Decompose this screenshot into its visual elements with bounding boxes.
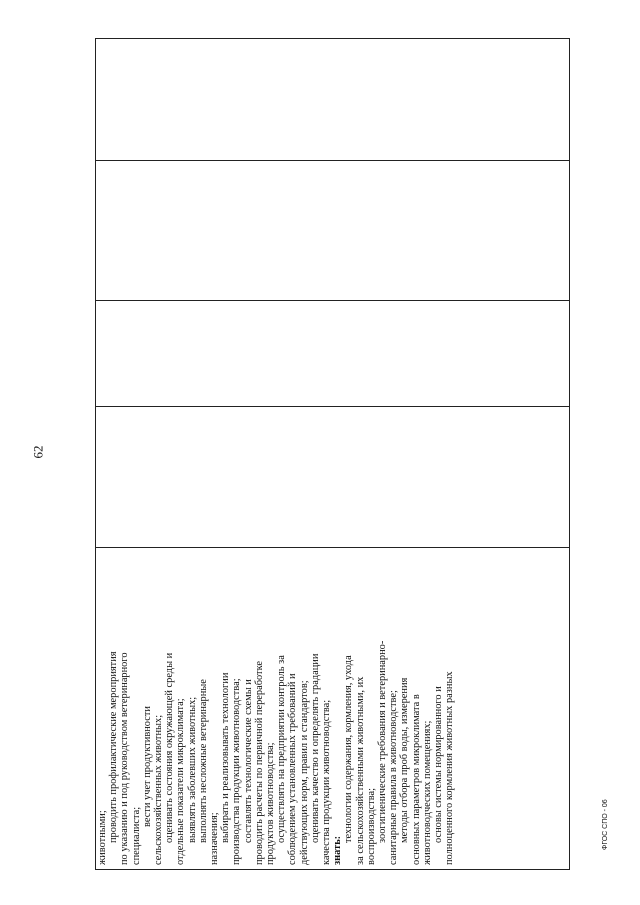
table-text-line: проводить расчеты по первичной переработке (253, 661, 265, 865)
table-text-line: основных параметров микроклимата в (410, 694, 422, 865)
footer-code: ФГОС СПО - 06 (602, 799, 609, 850)
table-text-line: проводить профилактические мероприятия (108, 651, 120, 843)
table-cell-empty-5 (96, 39, 569, 160)
table-text-line: выявлять заболевших животных; (186, 696, 198, 843)
table-text-line: знать: (332, 835, 344, 865)
table-text-line: производства продукции животноводства; (231, 678, 243, 865)
table-text-line: технологии содержания, кормления, ухода (343, 655, 355, 843)
table-cell-skills-knowledge (96, 547, 569, 869)
table-text-line: отдельные показатели микроклимата; (175, 698, 187, 865)
table-text-line: основы системы нормированного и (433, 686, 445, 843)
table-text-line: осуществлять на предприятии контроль за (276, 655, 288, 843)
page-number: 62 (30, 445, 46, 459)
table-cell-empty-4 (96, 160, 569, 300)
table-text-line: составлять технологические схемы и (242, 679, 254, 843)
table-text-line: действующих норм, правил и стандартов; (298, 680, 310, 865)
table-text-line: вести учет продуктивности (141, 706, 153, 827)
table-text-line: соблюдением установленных требований и (287, 673, 299, 865)
table-text-line: методы отбора проб воды, измерения (399, 677, 411, 843)
table-text-line: качества продукции животноводства; (321, 699, 333, 865)
table-text-line: назначения; (209, 812, 221, 865)
table-text-line: выполнять несложные ветеринарные (197, 679, 209, 843)
table-text-line: выбирать и реализовывать технологии (220, 672, 232, 843)
rotated-page-content (95, 38, 570, 870)
table-text-line: по указанию и под руководством ветеринарного (119, 652, 131, 865)
table-text-line: за сельскохозяйственными животными, их (354, 676, 366, 865)
table-text-line: воспроизводства; (365, 788, 377, 865)
table-text-line: животноводческих помещениях; (421, 720, 433, 865)
table-text-line: продуктов животноводства; (265, 742, 277, 865)
table-text-line: санитарные правила в животноводстве; (388, 690, 400, 865)
table-cell-empty-2 (96, 406, 569, 547)
table-text-line: животными; (97, 810, 108, 865)
table-text-line: зоогигиенические требования и ветеринарно- (377, 640, 389, 843)
table-text-line: полноценного кормления животных разных (444, 671, 456, 865)
table-cell-empty-3 (96, 300, 569, 406)
table-text-line: оценивать состояния окружающей среды и (164, 652, 176, 843)
table-text-line: оценивать качество и определять градации (309, 653, 321, 843)
table-text-line: сельскохозяйственных животных; (153, 714, 165, 865)
table-text-line: специалиста; (130, 806, 142, 865)
content-table (95, 38, 570, 870)
